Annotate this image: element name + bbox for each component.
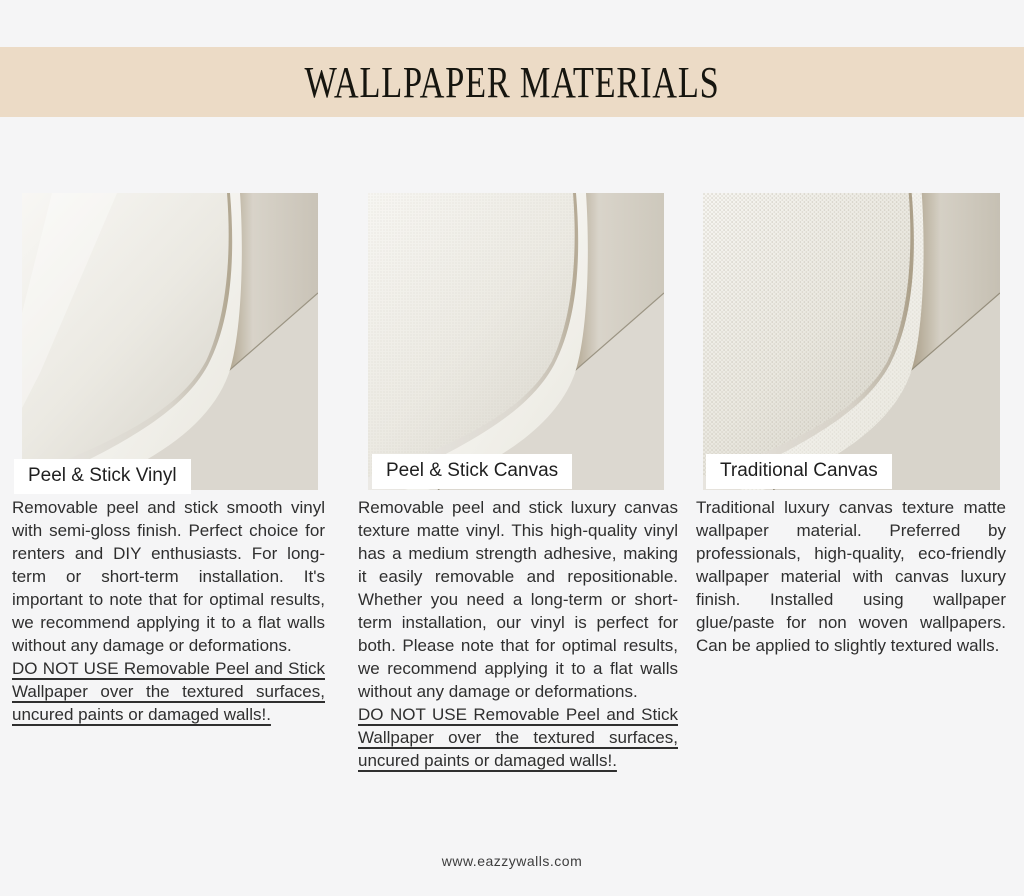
material-description: Removable peel and stick smooth vinyl with semi-gloss finish. Perfect choice for renters and DIY enthusiasts. For long-term or short-term installation. It's important to note that for optimal results, we recommend applying it to a flat walls without any damage or deformations. [12, 498, 325, 655]
curled-wallpaper-sample-image [22, 193, 318, 490]
peel-stick-canvas-photo [368, 193, 664, 490]
peel-stick-canvas-description-block [358, 496, 678, 772]
curled-wallpaper-sample-image [368, 193, 664, 490]
peel-stick-vinyl-photo [22, 193, 318, 490]
peel-stick-vinyl-description-block [12, 496, 325, 726]
page-title: WALLPAPER MATERIALS [304, 57, 720, 107]
material-warning: DO NOT USE Removable Peel and Stick Wallpaper over the textured surfaces, uncured paints or damaged walls!. [358, 705, 678, 770]
traditional-canvas-photo [703, 193, 1000, 490]
curled-wallpaper-sample-image [703, 193, 1000, 490]
material-description: Traditional luxury canvas texture matte wallpaper material. Preferred by professionals, high-quality, eco-friendly wallpaper material with canvas luxury finish. Installed using wallpaper glue/paste for non woven wallpapers. Can be applied to slightly textured walls. [696, 498, 1006, 655]
footer [0, 853, 1024, 869]
traditional-canvas-description-block [696, 496, 1006, 657]
material-label-peel-stick-vinyl: Peel & Stick Vinyl [14, 459, 191, 494]
header-band [0, 47, 1024, 117]
material-label-traditional-canvas: Traditional Canvas [706, 454, 892, 489]
material-warning: DO NOT USE Removable Peel and Stick Wallpaper over the textured surfaces, uncured paints or damaged walls!. [12, 659, 325, 724]
website-url: www.eazzywalls.com [441, 853, 583, 869]
material-description: Removable peel and stick luxury canvas texture matte vinyl. This high-quality vinyl has a medium strength adhesive, making it easily removable and repositionable. Whether you need a long-term or short-term installation, our vinyl is perfect for both. Please note that for optimal results, we recommend applying it to a flat walls without any damage or deformations. [358, 498, 678, 701]
material-label-peel-stick-canvas: Peel & Stick Canvas [372, 454, 572, 489]
